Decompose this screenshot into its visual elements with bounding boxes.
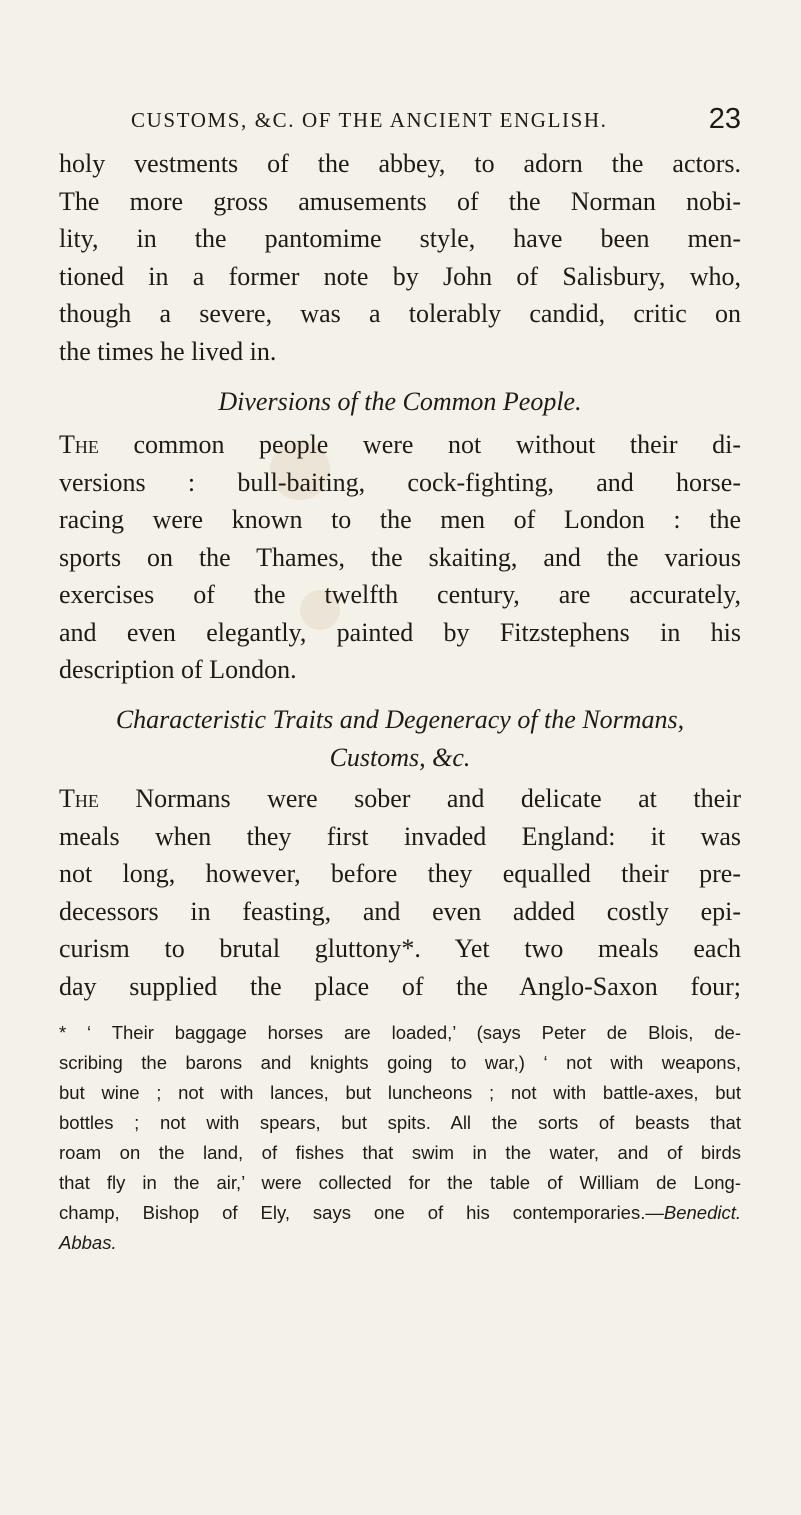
text-fragment: common people were not without their di- [98,430,741,459]
running-head: CUSTOMS, &C. OF THE ANCIENT ENGLISH. [131,108,608,132]
text-line: decessors in feasting, and even added costly epi- [59,896,741,926]
citation: Abbas. [59,1232,117,1253]
text-line: not long, however, before they equalled their pre- [59,859,741,888]
paragraph-continuation [59,145,741,370]
heading-line: Characteristic Traits and Degeneracy of the Normans, [115,705,685,734]
text-line: sports on the Thames, the skaiting, and the various [59,542,741,572]
text-line: holy vestments of the abbey, to adorn the actors. [59,149,741,178]
text-line: The more gross amusements of the Norman nobi- [59,186,741,216]
text-line: exercises of the twelfth century, are accurately, [59,580,741,609]
text-line: tioned in a former note by John of Salisbury, who, [59,261,741,291]
section-heading-characteristic-traits [59,701,741,776]
text-line: versions : bull-baiting, cock-fighting, and horse- [59,467,741,497]
text-line: day supplied the place of the Anglo-Saxon four; [59,971,741,1001]
opening-word: The [59,784,99,813]
paragraph-diversions [59,426,741,689]
text-line: curism to brutal gluttony*. Yet two meals each [59,934,741,963]
heading-line: Customs, &c. [329,742,471,772]
footnote-line: bottles ; not with spears, but spits. All the sorts of beasts that [59,1112,741,1133]
text-line: description of London. [59,655,297,684]
text-line [59,426,741,464]
footnote [59,1018,741,1258]
text-line: though a severe, was a tolerably candid, critic on [59,299,741,328]
paragraph-normans [59,780,741,1005]
footnote-line: roam on the land, of fishes that swim in the water, and of birds [59,1142,741,1163]
footnote-line: * ‘ Their baggage horses are loaded,’ (says Peter de Blois, de- [59,1022,741,1043]
section-heading-diversions: Diversions of the Common People. [218,387,582,416]
text-line [59,780,741,818]
text-fragment: champ, Bishop of Ely, says one of his contemporaries.— [59,1202,664,1223]
page-number: 23 [708,103,741,135]
page-header [131,103,741,137]
footnote-line: but wine ; not with lances, but luncheons ; not with battle-axes, but [59,1082,741,1103]
text-line: meals when they first invaded England: it was [59,821,741,851]
footnote-line [59,1198,741,1228]
opening-word: The [59,430,99,459]
text-fragment: Normans were sober and delicate at their [98,784,741,813]
text-line: the times he lived in. [59,336,277,366]
footnote-line: scribing the barons and knights going to war,) ‘ not with weapons, [59,1052,741,1073]
text-line: lity, in the pantomime style, have been men- [59,224,741,253]
text-line: racing were known to the men of London : the [59,505,741,534]
footnote-line: that fly in the air,’ were collected for the table of William de Long- [59,1172,741,1193]
citation: Benedict. [663,1202,741,1223]
text-line: and even elegantly, painted by Fitzstephens in his [59,617,741,647]
